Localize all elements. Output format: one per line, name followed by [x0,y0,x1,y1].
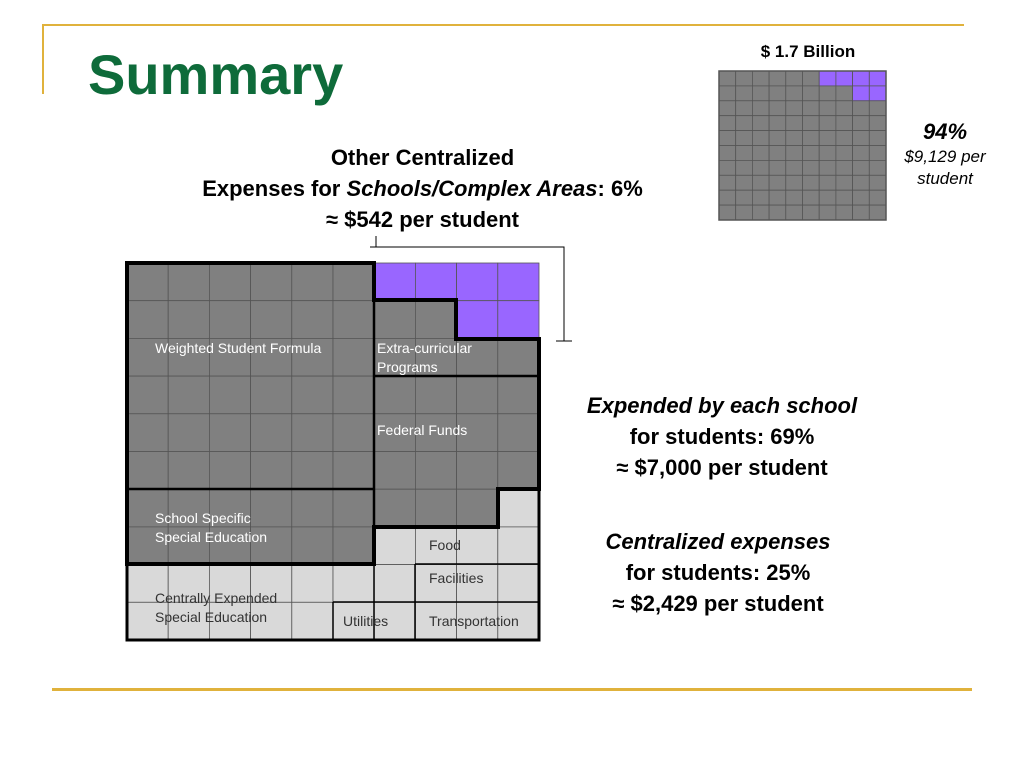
grid-cell [333,565,374,603]
grid-cell [415,452,456,490]
grid-cell [374,565,415,603]
grid-cell [292,489,333,527]
grid-cell [292,376,333,414]
expended-line2: for students: 69% [629,424,815,449]
percent-value: 94% [922,119,968,144]
grid-cell [374,489,415,527]
grid-cell [374,263,415,301]
grid-cell [292,414,333,452]
grid-cell [251,263,292,301]
grid-cell [333,527,374,565]
billion-caption: $ 1.7 Billion [760,42,856,61]
other-line2-prefix: Expenses for [202,176,347,201]
other-line2-suffix: : 6% [597,176,643,201]
per-student-line2: student [917,169,973,188]
grid-cell [209,263,250,301]
grid-cell [457,263,498,301]
label-central-sped-1: Centrally Expended [155,590,278,606]
centralized-line3: ≈ $2,429 per student [612,591,824,616]
slide-title: Summary [88,43,344,106]
grid-cell [292,263,333,301]
label-extra-2: Programs [377,359,438,375]
grid-cell [209,301,250,339]
grid-cell [127,301,168,339]
grid-cell [251,301,292,339]
label-wsf: Weighted Student Formula [155,340,322,356]
grid-cell [333,263,374,301]
grid-cell [292,452,333,490]
grid-cell [333,414,374,452]
grid-cell [168,263,209,301]
grid-cell [292,301,333,339]
grid-cell [415,489,456,527]
grid-cell [209,414,250,452]
grid-cell [457,489,498,527]
grid-cell [251,489,292,527]
other-line2-italic: Schools/Complex Areas [346,176,598,201]
grid-cell [333,301,374,339]
grid-cell [292,527,333,565]
grid-cell [251,414,292,452]
label-sped-2: Special Education [155,529,268,545]
grid-cell [127,414,168,452]
grid-cell [292,602,333,640]
grid-cell [498,414,539,452]
grid-cell [333,489,374,527]
grid-cell [168,414,209,452]
grid-cell [498,527,539,565]
label-sped-1: School Specific [155,510,251,526]
grid-cell [374,527,415,565]
grid-cell [498,301,539,339]
grid-cell [498,263,539,301]
grid-cell [209,376,250,414]
grid-cell [374,452,415,490]
grid-cell [415,376,456,414]
grid-cell [498,565,539,603]
expended-line3: ≈ $7,000 per student [616,455,828,480]
label-federal: Federal Funds [377,422,468,438]
grid-cell [333,452,374,490]
grid-cell [168,301,209,339]
centralized-line1: Centralized expenses [605,529,831,554]
other-line3: ≈ $542 per student [325,207,520,232]
grid-cell [168,376,209,414]
label-facilities: Facilities [429,570,484,586]
grid-cell [415,263,456,301]
grid-cell [127,376,168,414]
grid-cell [498,489,539,527]
grid-cell [209,452,250,490]
grid-cell [457,376,498,414]
label-transportation: Transportation [429,613,519,629]
grid-cell [415,301,456,339]
grid-cell [457,301,498,339]
label-central-sped-2: Special Education [155,609,268,625]
other-line1: Other Centralized [330,145,515,170]
label-utilities: Utilities [343,613,389,629]
grid-cell [127,263,168,301]
grid-cell [333,338,374,376]
grid-cell [333,376,374,414]
grid-cell [251,452,292,490]
grid-cell [374,376,415,414]
label-food: Food [429,537,461,553]
grid-cell [457,527,498,565]
grid-cell [251,376,292,414]
grid-cell [168,452,209,490]
expended-line1: Expended by each school [586,393,858,418]
grid-cell [374,301,415,339]
grid-cell [127,452,168,490]
grid-cell [292,565,333,603]
grid-cell [498,452,539,490]
grid-cell [498,338,539,376]
label-extra-1: Extra-curricular [377,340,472,356]
centralized-text [548,526,888,619]
grid-cell [498,376,539,414]
expended-text [552,390,892,483]
per-student-line1: $9,129 per [904,147,986,166]
grid-cell [457,452,498,490]
centralized-line2: for students: 25% [625,560,811,585]
